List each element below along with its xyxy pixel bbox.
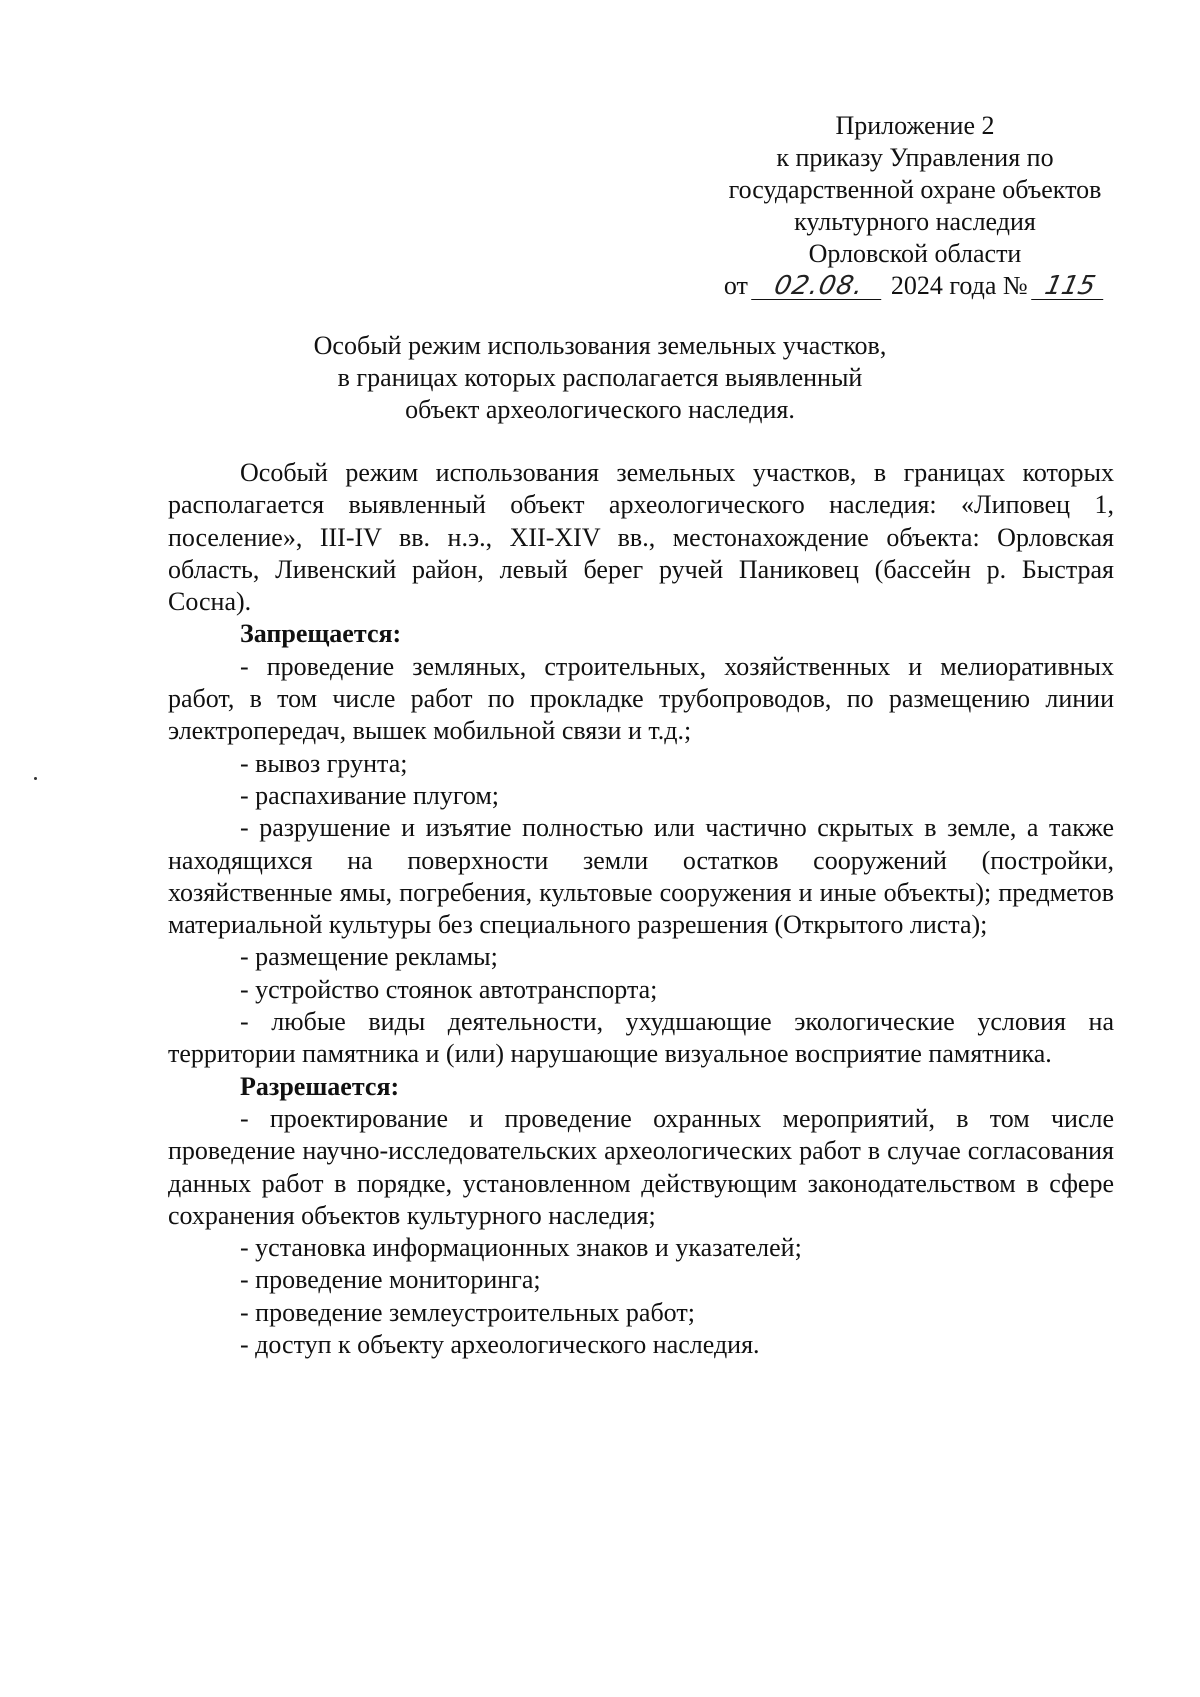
allowed-item: - установка информационных знаков и указателей;: [240, 1233, 802, 1263]
date-prefix: от: [723, 271, 748, 300]
prohibited-item: - размещение рекламы;: [240, 942, 498, 972]
prohibited-heading: Запрещается:: [240, 619, 402, 649]
prohibited-item: - распахивание плугом;: [240, 780, 500, 810]
appendix-line: к приказу Управления по: [776, 143, 1054, 172]
handwritten-order-number: 115: [1031, 273, 1109, 300]
intro-paragraph: Особый режим использования земельных участков, в границах которых располагается выявленный объект археологического наследия: «Липовец 1, поселение», III-IV вв. н.э., XII-XIV вв., местонахождение объекта: Орловская область, Ливенский район, левый берег ручей Паниковец (бассейн р. Быстрая Сосна).: [168, 458, 1114, 617]
prohibited-item: - любые виды деятельности, ухудшающие экологические условия на территории памятника и (или) нарушающие визуальное восприятие памятника.: [168, 1007, 1114, 1069]
title-line: Особый режим использования земельных участков,: [313, 331, 887, 360]
title-line: в границах которых располагается выявленный: [337, 363, 863, 392]
document-body: [168, 457, 1114, 1361]
appendix-line: культурного наследия: [794, 207, 1036, 236]
year-text: 2024 года №: [890, 271, 1028, 300]
allowed-item: - проведение мониторинга;: [240, 1265, 541, 1295]
document-title: [300, 330, 900, 426]
appendix-line: государственной охране объектов: [728, 175, 1102, 204]
title-line: объект археологического наследия.: [405, 395, 795, 424]
scan-dot: [34, 777, 37, 780]
prohibited-item: - проведение земляных, строительных, хозяйственных и мелиоративных работ, в том числе работ по прокладке трубопроводов, по размещению линии электропередач, вышек мобильной связи и т.д.;: [168, 651, 1114, 746]
allowed-item: - доступ к объекту археологического наследия.: [240, 1330, 760, 1360]
order-date-line: [700, 270, 1130, 302]
prohibited-item: - разрушение и изъятие полностью или частично скрытых в земле, а также находящихся на поверхности земли остатков сооружений (постройки, хозяйственные ямы, погребения, культовые сооружения и иные объекты); предметов материальной культуры без специального разрешения (Открытого листа);: [168, 813, 1114, 940]
allowed-heading: Разрешается:: [240, 1071, 400, 1101]
appendix-header: [700, 110, 1130, 302]
appendix-line: Орловской области: [808, 239, 1022, 268]
allowed-item: - проектирование и проведение охранных мероприятий, в том числе проведение научно-исследовательских археологических работ в случае согласования данных работ в порядке, установленном действующим законодательством в сфере сохранения объектов культурного наследия;: [168, 1103, 1114, 1230]
handwritten-date: 02.08.: [751, 273, 887, 300]
prohibited-item: - вывоз грунта;: [240, 748, 408, 778]
allowed-item: - проведение землеустроительных работ;: [240, 1297, 695, 1327]
appendix-line: Приложение 2: [835, 111, 995, 140]
prohibited-item: - устройство стоянок автотранспорта;: [240, 974, 658, 1004]
